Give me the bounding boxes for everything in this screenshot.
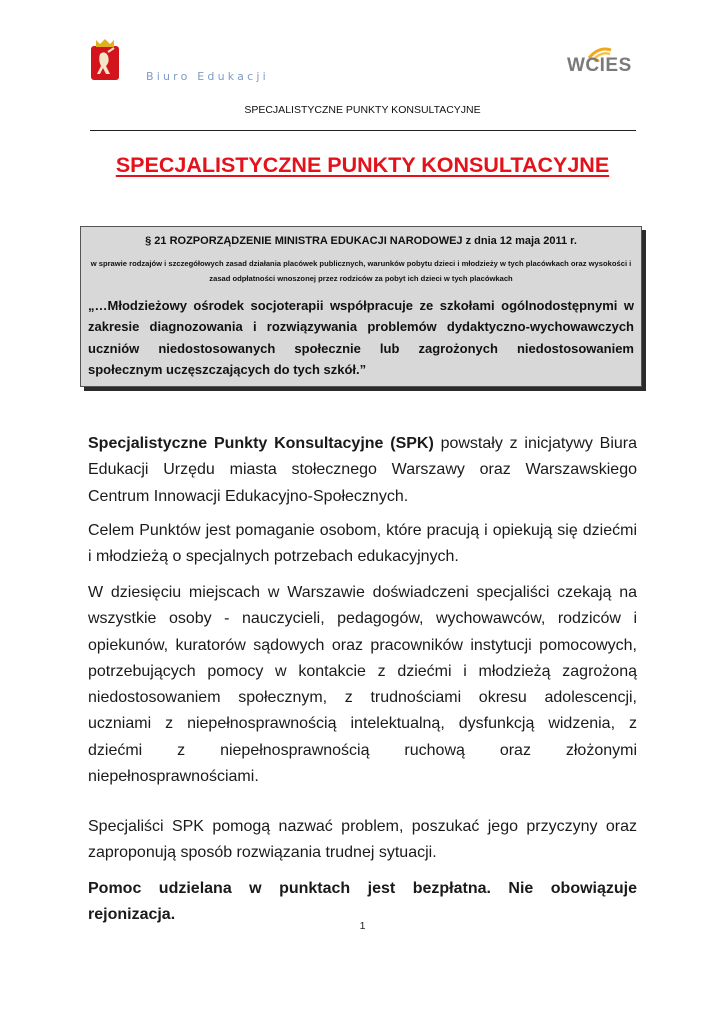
paragraph-help: [88, 814, 637, 867]
regulation-reference: § 21 ROZPORZĄDZENIE MINISTRA EDUKACJI NARODOWEJ z dnia 12 maja 2011 r.: [145, 235, 577, 247]
paragraph-purpose: [88, 518, 637, 571]
intro-text: powstały z inicjatywy Biura Edukacji Urzędu miasta stołecznego Warszawy oraz Warszawskiego Centrum Innowacji Edukacyjno-Społecznych.: [88, 435, 638, 505]
wcies-logo-text: WCIES: [567, 55, 632, 76]
regulation-subject: w sprawie rodzajów i szczegółowych zasad działania placówek publicznych, warunków pobytu dzieci i młodzieży w tych placówkach oraz wysokości i zasad odpłatności wnoszonej przez rodziców za pobyt ich dzieci w tych placówkach: [90, 259, 632, 283]
header-divider: [90, 130, 636, 131]
regulation-box: [80, 226, 642, 387]
running-header: SPECJALISTYCZNE PUNKTY KONSULTACYJNE: [244, 104, 481, 116]
wcies-logo: [563, 42, 643, 78]
biuro-edukacji-logo: [88, 38, 288, 88]
paragraph-locations: [88, 580, 637, 790]
help-text: Specjaliści SPK pomogą nazwać problem, poszukać jego przyczyny oraz zaproponują sposób rozwiązania trudnej sytuacji.: [88, 818, 637, 862]
regulation-quote: „…Młodzieżowy ośrodek socjoterapii współpracuje ze szkołami ogólnodostępnymi w zakresie diagnozowania i rozwiązywania problemów dydaktyczno-wychowawczych uczniów niedostosowanych społecznie lub zagrożonych niedostosowaniem społecznym uczęszczających do tych szkół.”: [88, 298, 634, 378]
page-title: SPECJALISTYCZNE PUNKTY KONSULTACYJNE: [115, 153, 610, 177]
paragraph-intro: [88, 431, 637, 510]
spk-name: Specjalistyczne Punkty Konsultacyjne (SPK): [88, 435, 434, 452]
free-text: Pomoc udzielana w punktach jest bezpłatna. Nie obowiązuje rejonizacja.: [88, 880, 637, 924]
org-name: Biuro Edukacji: [146, 70, 269, 83]
page-number: 1: [359, 920, 366, 932]
warsaw-crest-icon: [88, 38, 122, 84]
purpose-text: Celem Punktów jest pomaganie osobom, które pracują i opiekują się dziećmi i młodzieżą o specjalnych potrzebach edukacyjnych.: [88, 522, 637, 566]
locations-text: W dziesięciu miejscach w Warszawie doświadczeni specjaliści czekają na wszystkie osoby - nauczycieli, pedagogów, wychowawców, rodziców i opiekunów, kuratorów sądowych oraz pracowników instytucji pomocowych, potrzebujących pomocy w kontakcie z dziećmi i młodzieżą zagrożoną niedostosowaniem społecznym, z trudnościami okresu adolescencji, uczniami z niepełnosprawnością intelektualną, dysfunkcją widzenia, z dziećmi z niepełnosprawnością ruchową oraz złożonymi niepełnosprawnościami.: [88, 584, 637, 786]
